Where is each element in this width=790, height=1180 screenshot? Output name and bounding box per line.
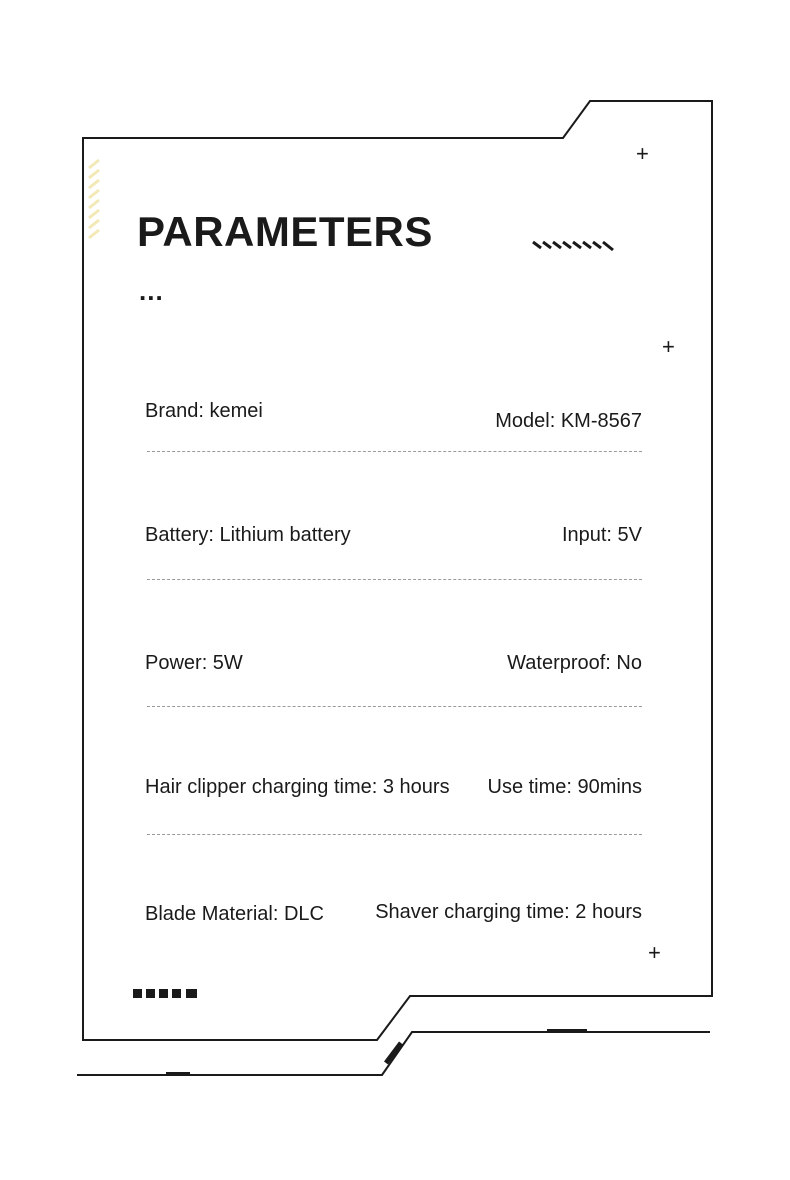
spec-input: Input: 5V: [561, 524, 642, 546]
spec-waterproof: Waterproof: No: [507, 652, 642, 674]
spec-blade-material: Blade Material: DLC: [145, 903, 324, 925]
plus-mark: +: [636, 141, 649, 166]
spec-row: [145, 901, 642, 941]
row-divider: [147, 579, 642, 580]
left-hatch-accent: [89, 160, 99, 238]
spec-row: [145, 776, 642, 816]
spec-clipper-charging-time: Hair clipper charging time: 3 hours: [145, 776, 450, 798]
title-dots: ...: [139, 276, 164, 306]
spec-brand: Brand: kemei: [145, 400, 263, 422]
square-dots: [133, 989, 197, 998]
spec-row: [145, 400, 642, 440]
page-title: PARAMETERS: [137, 208, 433, 255]
spec-shaver-charging-time: Shaver charging time: 2 hours: [375, 901, 642, 923]
spec-use-time: Use time: 90mins: [487, 776, 642, 798]
slash-marks: [533, 242, 613, 250]
row-divider: [147, 706, 642, 707]
plus-mark: +: [662, 334, 675, 359]
spec-battery: Battery: Lithium battery: [145, 524, 351, 546]
spec-row: [145, 652, 642, 692]
spec-power: Power: 5W: [145, 652, 243, 674]
row-divider: [147, 451, 642, 452]
spec-model: Model: KM-8567: [495, 410, 642, 432]
plus-mark: +: [648, 940, 661, 965]
spec-row: [145, 524, 642, 564]
row-divider: [147, 834, 642, 835]
